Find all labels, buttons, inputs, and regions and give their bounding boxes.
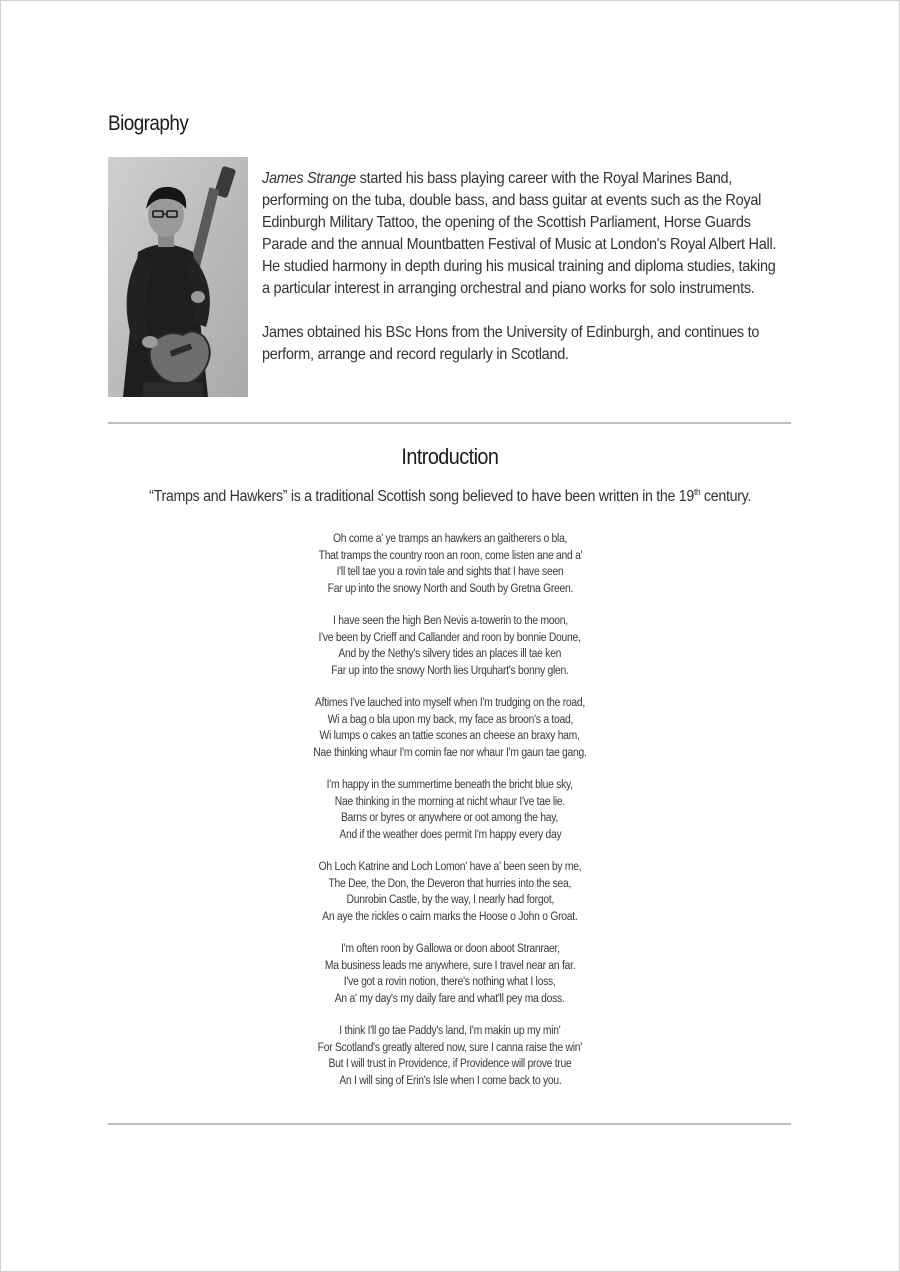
lyric-line-text: Ma business leads me anywhere, sure I travel near an far. [324, 959, 576, 972]
lyric-line-text: I have seen the high Ben Nevis a-towerin to the moon, [332, 615, 568, 627]
lyric-line [0, 991, 900, 1008]
lyric-line [0, 777, 900, 794]
lyric-line-text: I think I'll go tae Paddy's land, I'm makin up my min' [339, 1025, 561, 1037]
lyric-line-text: But I will trust in Providence, if Providence will prove true [328, 1058, 572, 1070]
song-lyrics [0, 531, 900, 1105]
lyric-line [0, 745, 900, 762]
lyric-line [0, 941, 900, 958]
lyric-line [0, 613, 900, 630]
lyric-line [0, 646, 900, 663]
lyric-line-text: That tramps the country roon an roon, come listen ane and a' [318, 549, 582, 562]
lyric-line-text: An I will sing of Erin's Isle when I come back to you. [338, 1074, 562, 1087]
lyric-line [0, 876, 900, 893]
lyric-line-text: I'll tell tae you a rovin tale and sights that I have seen [336, 566, 564, 578]
biography-heading: Biography [108, 112, 189, 135]
lyric-stanza [0, 613, 900, 679]
lyric-line [0, 728, 900, 745]
lyric-line [0, 712, 900, 729]
lyric-stanza [0, 777, 900, 843]
lyric-line-text: Oh come a' ye tramps an hawkers an gaitherers o bla, [332, 533, 568, 545]
lyric-line-text: Far up into the snowy North and South by Gretna Green. [327, 582, 573, 595]
lyric-line [0, 974, 900, 991]
lyric-line [0, 892, 900, 909]
introduction-heading-text: Introduction [401, 444, 499, 469]
lyric-line [0, 564, 900, 581]
introduction-sentence [0, 488, 900, 506]
section-divider-bottom [108, 1123, 791, 1125]
biography-paragraph-1 [262, 168, 787, 300]
musician-photo [108, 157, 248, 397]
lyric-line-text: And by the Nethy's silvery tides an places ill tae ken [338, 648, 562, 660]
lyric-line [0, 548, 900, 565]
lyric-line-text: Nae thinking in the morning at nicht whaur I've tae lie. [334, 795, 566, 808]
lyric-line [0, 630, 900, 647]
lyric-line [0, 958, 900, 975]
lyric-line [0, 1056, 900, 1073]
lyric-line-text: I've got a rovin notion, there's nothing what I loss, [344, 976, 556, 988]
lyric-line-text: Dunrobin Castle, by the way, I nearly had forgot, [346, 894, 554, 906]
lyric-line-text: For Scotland's greatly altered now, sure I canna raise the win' [317, 1041, 583, 1054]
lyric-line-text: Nae thinking whaur I'm comin fae nor whaur I'm gaun tae gang. [313, 746, 587, 759]
section-divider-top [108, 422, 791, 424]
lyric-line [0, 810, 900, 827]
introduction-superscript: th [693, 487, 701, 497]
lyric-line [0, 909, 900, 926]
lyric-line [0, 695, 900, 712]
lyric-line-text: Wi lumps o cakes an tattie scones an cheese an braxy ham, [319, 730, 581, 742]
lyric-line [0, 1023, 900, 1040]
lyric-stanza [0, 695, 900, 761]
introduction-sentence-end: century. [700, 488, 751, 505]
lyric-line [0, 1073, 900, 1090]
lyric-line [0, 794, 900, 811]
biography-paragraph-2: James obtained his BSc Hons from the University of Edinburgh, and continues to perform, arrange and record regularly in Scotland. [262, 324, 760, 363]
biography-name: James Strange [262, 170, 356, 187]
lyric-line-text: An aye the rickles o cairn marks the Hoose o John o Groat. [322, 910, 578, 923]
lyric-line-text: I'm happy in the summertime beneath the bricht blue sky, [326, 779, 574, 791]
lyric-line-text: Far up into the snowy North lies Urquhart's bonny glen. [331, 664, 569, 677]
lyric-line [0, 1040, 900, 1057]
lyric-line-text: The Dee, the Don, the Deveron that hurries into the sea, [328, 877, 572, 890]
lyric-stanza [0, 859, 900, 925]
lyric-line-text: Wi a bag o bla upon my back, my face as broon's a toad, [327, 713, 573, 726]
lyric-line-text: And if the weather does permit I'm happy every day [338, 828, 562, 841]
lyric-stanza [0, 1023, 900, 1089]
introduction-heading [0, 444, 900, 470]
lyric-stanza [0, 941, 900, 1007]
lyric-line [0, 531, 900, 548]
biography-paragraph-1-text: started his bass playing career with the Royal Marines Band, performing on the tuba, double bass, and bass guitar at events such as the Royal Edinburgh Military Tattoo, the opening of the Scottish Parliament, Horse Guards Parade and the annual Mountbatten Festival of Music at London's Royal Albert Hall. He studied harmony in depth during his musical training and diploma studies, taking a particular interest in arranging orchestral and piano works for solo instruments. [262, 170, 777, 297]
lyric-stanza [0, 531, 900, 597]
lyric-line-text: Aftimes I've lauched into myself when I'm trudging on the road, [315, 697, 585, 709]
lyric-line [0, 663, 900, 680]
lyric-line-text: Oh Loch Katrine and Loch Lomon' have a' been seen by me, [318, 861, 582, 873]
biography-text [262, 168, 787, 366]
lyric-line-text: I've been by Crieff and Callander and roon by bonnie Doune, [318, 631, 582, 644]
lyric-line [0, 581, 900, 598]
lyric-line [0, 859, 900, 876]
lyric-line-text: An a' my day's my daily fare and what'll pey ma doss. [335, 992, 565, 1005]
introduction-sentence-start: “Tramps and Hawkers” is a traditional Scottish song believed to have been written in the 19 [149, 488, 694, 505]
lyric-line-text: Barns or byres or anywhere or oot among the hay, [341, 812, 559, 824]
lyric-line [0, 827, 900, 844]
lyric-line-text: I'm often roon by Gallowa or doon aboot Stranraer, [340, 943, 560, 955]
